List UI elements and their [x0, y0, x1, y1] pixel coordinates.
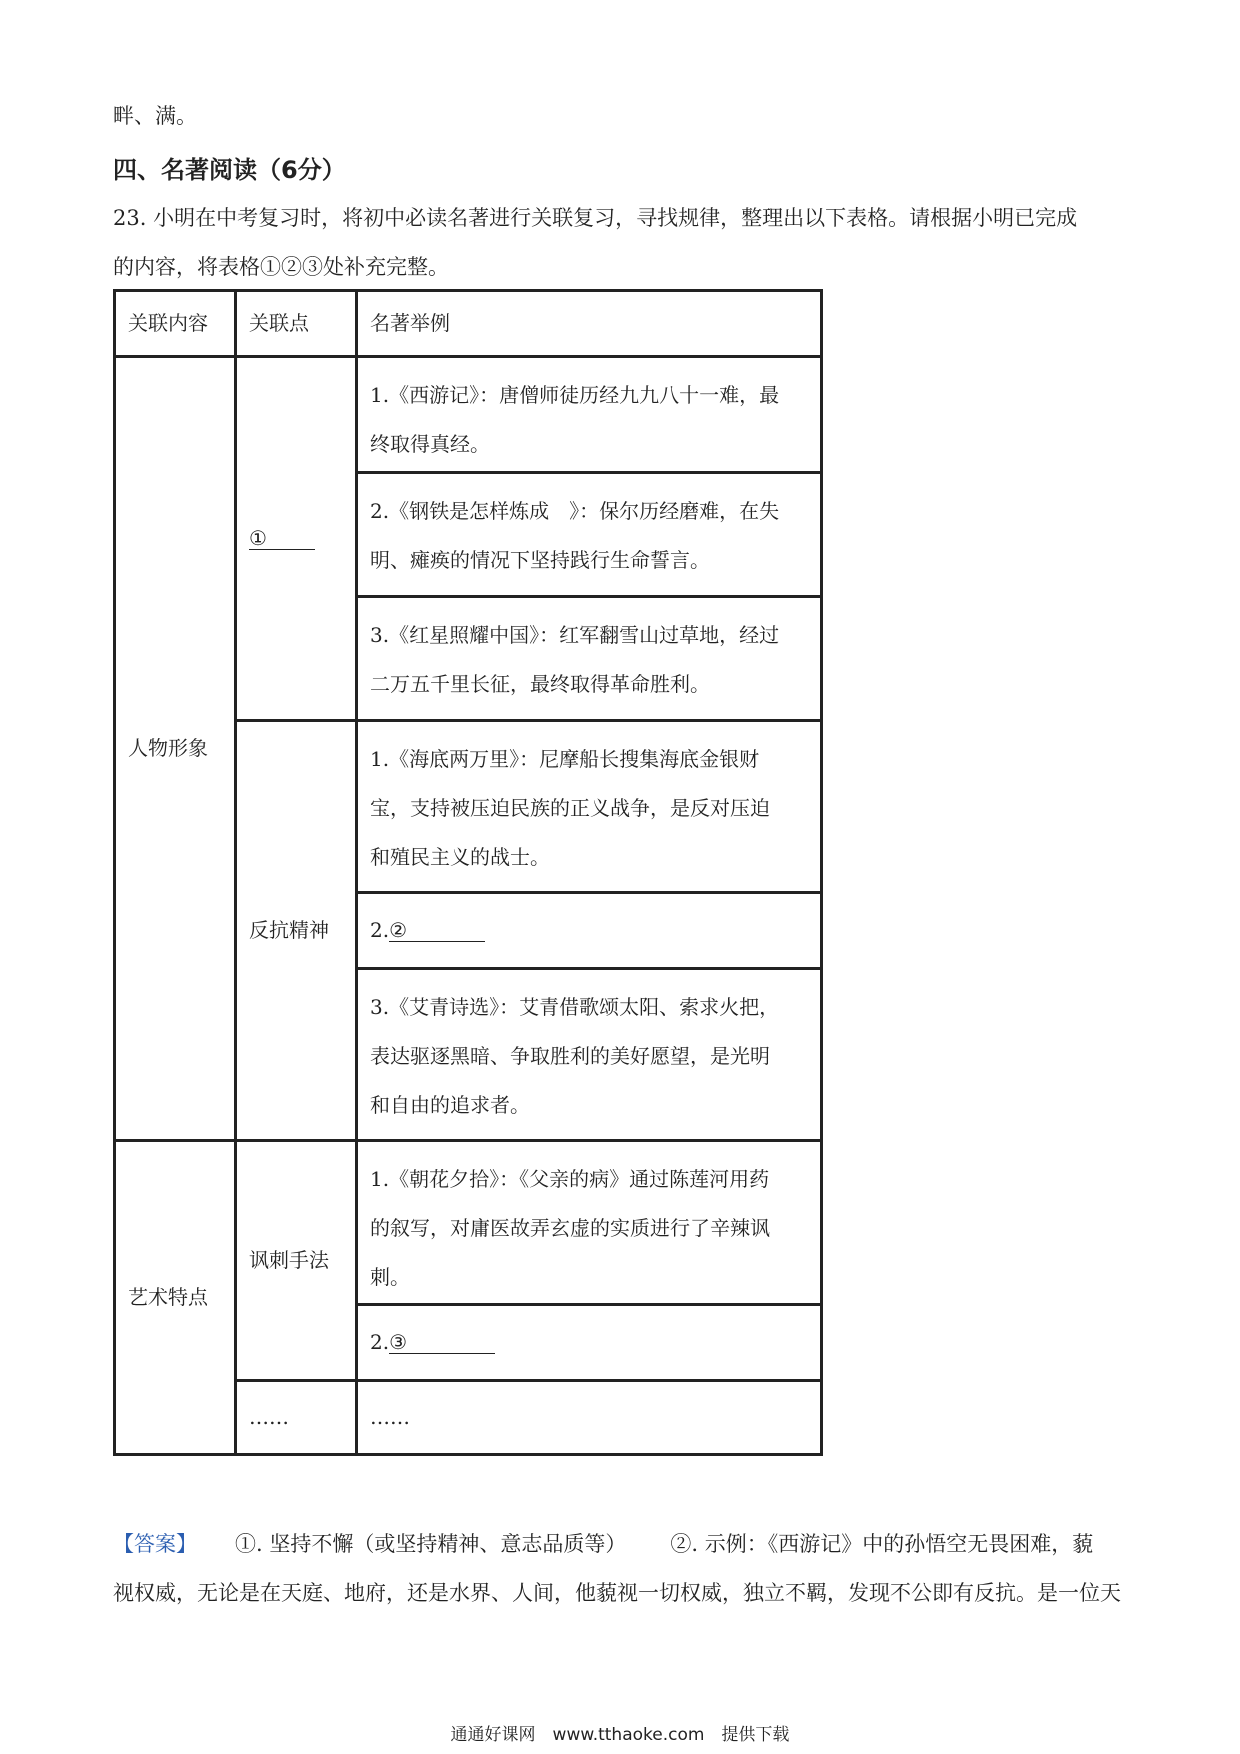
ellipsis-point: ……: [236, 1381, 357, 1455]
ellipsis-example: ……: [357, 1381, 822, 1455]
example-cell: [357, 721, 822, 893]
example-line: 宝，支持被压迫民族的正义战争，是反对压迫: [370, 796, 770, 820]
example-line: 的叙写，对庸医故弄玄虚的实质进行了辛辣讽: [370, 1216, 770, 1240]
example-cell: [357, 473, 822, 597]
answer-line-2: 视权威，无论是在天庭、地府，还是水界、人间，他藐视一切权威，独立不羁，发现不公即有反抗。是一位天: [113, 1581, 1121, 1605]
blank-3: ③: [389, 1331, 495, 1354]
header-related-content: 关联内容: [115, 291, 236, 357]
example-line: 1.《朝花夕拾》：《父亲的病》通过陈莲河用药: [370, 1167, 770, 1191]
blank-2: ②: [389, 919, 485, 942]
answer-part-1: ①. 坚持不懈（或坚持精神、意志品质等）: [235, 1532, 627, 1556]
example-line: 3.《红星照耀中国》：红军翻雪山过草地，经过: [370, 623, 780, 647]
example-line: 表达驱逐黑暗、争取胜利的美好愿望，是光明: [370, 1044, 770, 1068]
example-line: 1.《海底两万里》：尼摩船长搜集海底金银财: [370, 747, 760, 771]
top-line: 畔、满。: [113, 104, 197, 128]
example-line: 2.《钢铁是怎样炼成 》：保尔历经磨难，在失: [370, 499, 780, 523]
item-number: 2.: [370, 1330, 390, 1354]
example-cell-blank-2: [357, 893, 822, 969]
answer-line-1: [113, 1520, 1143, 1569]
header-book-example: 名著举例: [357, 291, 822, 357]
item-number: 2.: [370, 918, 390, 942]
example-cell-blank-3: [357, 1305, 822, 1381]
section-heading: 四、名著阅读（6分）: [113, 156, 346, 184]
question-line-1: 23. 小明在中考复习时，将初中必读名著进行关联复习，寻找规律，整理出以下表格。请根据小明已完成: [113, 206, 1078, 230]
example-line: 3.《艾青诗选》：艾青借歌颂太阳、索求火把，: [370, 995, 780, 1019]
group-label-art: 艺术特点: [115, 1141, 236, 1455]
example-line: 终取得真经。: [370, 432, 490, 456]
blank-1: ①: [249, 527, 315, 550]
page-footer: 通通好课网 www.tthaoke.com 提供下载: [450, 1725, 790, 1745]
point-blank-1: [236, 357, 357, 721]
example-cell: [357, 357, 822, 473]
table-row: [115, 1141, 822, 1305]
reading-table: [113, 289, 823, 1456]
example-line: 和殖民主义的战士。: [370, 845, 550, 869]
example-line: 刺。: [370, 1265, 410, 1289]
table-header-row: [115, 291, 822, 357]
example-line: 明、瘫痪的情况下坚持践行生命誓言。: [370, 548, 710, 572]
question-line-2: 的内容，将表格①②③处补充完整。: [113, 255, 449, 279]
point-satire: 讽刺手法: [236, 1141, 357, 1381]
example-cell: [357, 1141, 822, 1305]
example-line: 二万五千里长征，最终取得革命胜利。: [370, 672, 710, 696]
example-line: 和自由的追求者。: [370, 1093, 530, 1117]
example-line: 1.《西游记》：唐僧师徒历经九九八十一难，最: [370, 383, 780, 407]
group-label-character: 人物形象: [115, 357, 236, 1141]
point-resistance: 反抗精神: [236, 721, 357, 1141]
table-row: [115, 357, 822, 473]
header-related-point: 关联点: [236, 291, 357, 357]
example-cell: [357, 597, 822, 721]
answer-tag: 【答案】: [113, 1532, 197, 1556]
answer-part-2: ②. 示例：《西游记》中的孙悟空无畏困难，藐: [670, 1532, 1094, 1556]
example-cell: [357, 969, 822, 1141]
